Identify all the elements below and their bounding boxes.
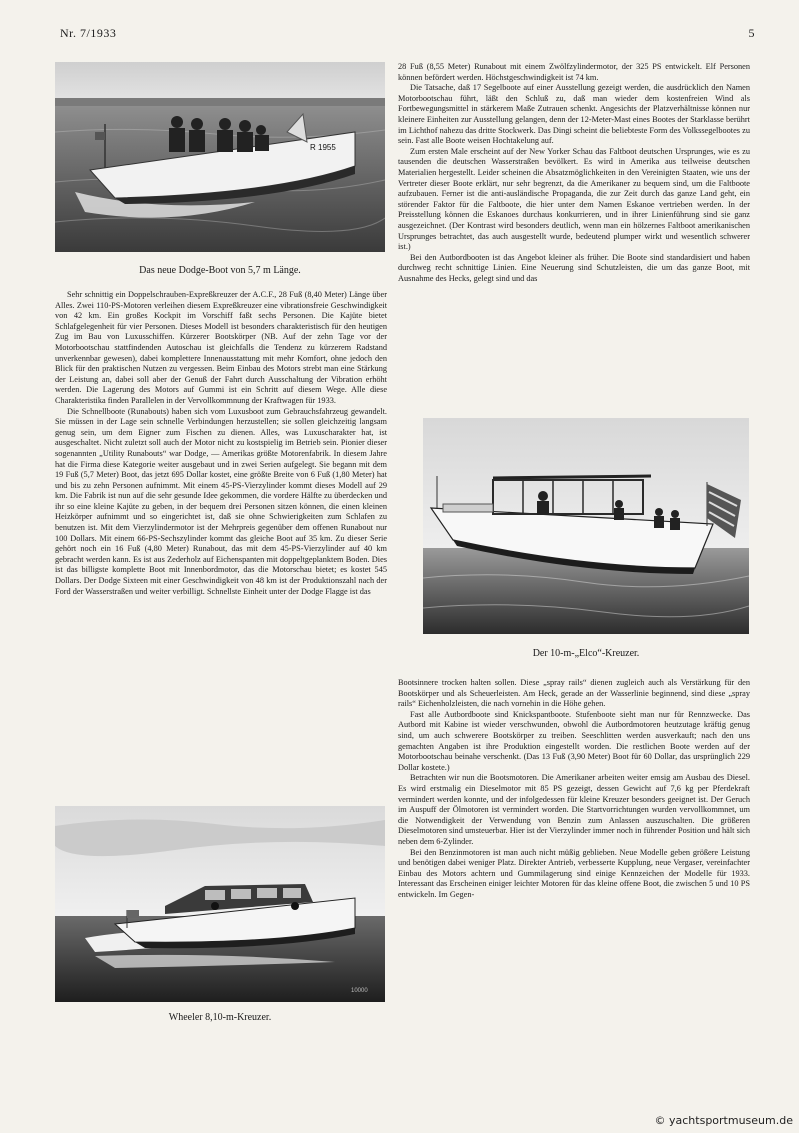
- paragraph: Fast alle Autbordboote sind Knickspantboote. Stufenboote sieht man nur für Rennzwecke. Das Autbord mit Kabine ist wieder verschwunden, obwohl die Autbordmotoren heutzutage kräftig genug sind, um auch schwerere Bootskörper zu treiben. Seeschlitten werden ausverkauft; nach den uns gemachten Angaben ist ihre Produktion eingestellt worden. Die restlichen Boote werden auf der Motorbootschau beinahe verschenkt. (Das 13 Fuß (3,90 Meter) Boot für 60 Dollar, das ursprünglich 229 Dollar kostete.): [398, 709, 750, 772]
- paragraph: 28 Fuß (8,55 Meter) Runabout mit einem Zwölfzylindermotor, der 325 PS entwickelt. Elf Personen können befördert werden. Höchstgeschwindigkeit ist 74 km.: [398, 62, 750, 82]
- photo-dodge-boat: [55, 62, 385, 252]
- boat-registration: R 1955: [310, 143, 336, 152]
- watermark: © yachtsportmuseum.de: [654, 1114, 793, 1127]
- caption-elco: Der 10-m-„Elco“-Kreuzer.: [532, 648, 640, 659]
- right-column-top-text: [398, 62, 750, 406]
- paragraph: Zum ersten Male erscheint auf der New Yorker Schau das Faltboot deutschen Ursprunges, wie es zu tausenden die deutschen Wasserstraßen bevölkert. Es wird in Amerika aus teilweise deutschen Materialien hergestellt. Leider scheinen die Absatzmöglichkeiten in den Vereinigten Staaten, wie uns der Vertreter dieser Boote erklärt, nur sehr begrenzt, da die Amerikaner zu bequem sind, um die Faltboote aufzubauen. Ferner ist die anti-ausländische Propaganda, die zur Zeit durch das ganze Land geht, ein störender Faktor für die Faltboote, die hier unter dem Namen Eskanoe vertrieben werden. In der Preisstellung können die Eskanoes durchaus konkurrieren, und in ihrer Linienführung sind sie ganz ausgezeichnet. (Der Kontrast wird besonders deutlich, wenn man ein hölzernes Faltboot amerikanischen Ursprunges betrachtet, das auch ausgestellt wurde, bedeutend plumper wirkt und wesentlich schwerer ist.): [398, 146, 750, 252]
- paragraph: Betrachten wir nun die Bootsmotoren. Die Amerikaner arbeiten weiter emsig am Ausbau des Diesel. Es wird erstmalig ein Dieselmotor mit 85 PS gezeigt, dessen Gewicht auf 7,6 kg per Pferdekraft vermindert werden konnte, und der infolgedessen für kleine Kreuzer besonders geeignet ist. Der Geruch im Auspuff der Ölmotoren ist vermindert worden. Die Startvorrichtungen wurden vervollkommnet, um die Notwendigkeit der Verwendung von Benzin zum Anlassen auszuschalten. Die größeren Dieselmotoren sind umsteuerbar. Hier ist der Vierzylinder immer noch in führender Position und hält sich neben dem 6-Zylinder.: [398, 773, 750, 846]
- photo-wheeler-cruiser: [55, 806, 385, 1002]
- left-column-text: [55, 290, 387, 798]
- paragraph: Bei den Benzinmotoren ist man auch nicht müßig geblieben. Neue Modelle geben größere Leistung und benötigen dabei weniger Platz. Direkter Antrieb, verbesserte Kupplung, neue Vergaser, vereinfachter Einbau des Motors achtern und Gummilagerung sind einige Kennzeichen der Modelle für 1933. Interessant das Erscheinen einiger leichter Motoren für das kleine offene Boot, die zwischen 5 und 10 PS entwickeln. Im Gegen-: [398, 847, 750, 899]
- paragraph: Sehr schnittig ein Doppelschrauben-Expreßkreuzer der A.C.F., 28 Fuß (8,40 Meter) Länge über Alles. Zwei 110-PS-Motoren verleihen diesem Expreßkreuzer eine vibrationsfreie Geschwindigkeit von 42 km. Ein großes Kockpit im Vorschiff faßt sechs Personen. Die Kajüte bietet Schlafgelegenheit für vier Personen. Dieses Modell ist besonders charakteristisch für den heutigen Zug im Bau von Luxusschiffen. Kürzerer Bootskörper (NB. Auf der zehn Tage vor der Motorbootschau stattfindenden Autoschau ist gleichfalls die Tendenz zu kürzerem Radstand unverkennbar gewesen), dabei komplettere Innenausstattung mit mehr Komfort, ohne jedoch den Blick für den praktischen Nutzen zu vergessen. Beim Einbau des Motors strebt man eine Stärkung der Leistung an, dabei soll aber der Genuß der Fahrt durch Ausschaltung der Vibration erhöht werden. Die Lagerung des Motors auf Gummi ist ein Schritt auf diesem Wege. Alle diese Charakteristika finden Parallelen in der Vervollkommnung der Kraftwagen für 1933.: [55, 290, 387, 405]
- paragraph: Die Schnellboote (Runabouts) haben sich vom Luxusboot zum Gebrauchsfahrzeug gewandelt. Sie müssen in der Lage sein schnelle Verbindungen herzustellen; sie sollen gleichzeitig langsam genug sein, um dem Eigner zum Fischen zu dienen. Alles, was Luxuscharakter hat, ist ausgeschaltet. Nicht zuletzt soll auch der Motor nicht zu kostspielig im Betrieb sein. Pionier dieser sogenannten „Utility Runabouts“ war Dodge, — Amerikas größte Motorenfabrik. In diesem Jahre hat die Firma diese Kategorie weiter ausgebaut und in zwei Serien aufgelegt. Sie begann mit dem 19 Fuß (5,7 Meter) Boot, das jetzt 695 Dollar kostet, eine größte Breite von 6 Fuß (1,80 Meter) hat und bis zu zehn Personen aufnimmt. Mit einem 45-PS-Vierzylinder kommt dieses Modell auf 29 km. Die Fabrik ist nun auf die sehr gesunde Idee gekommen, die vordere Hälfte zu überdecken und ihr so eine kleine Kajüte zu geben, in der bequem drei Personen sitzen können, die einen kleinen Heizkörper aufnimmt und so eingerichtet ist, daß sie ohne Schwierigkeiten zum Schlafen zu benutzen ist. Mit dem Vierzylindermotor ist der Mehrpreis gegenüber dem offenen Runabout nur 100 Dollars. Mit einem 66-PS-Sechszylinder kommt das gleiche Boot auf 35 km. Zu dieser Serie gehört noch ein 16 Fuß (4,80 Meter) Runabout, das mit dem 45-PS-Vierzylinder auf 40 km gebracht werden kann. Es ist aus Zederholz auf Eichenspanten mit doppeltgeplanktem Boden. Dies ist das billigste komplette Boot mit Innenbordmotor, das die Motorschau bietet; es kostet 545 Dollars. Der Dodge Sixteen mit einer Geschwindigkeit von 48 km ist der Produktionszahl nach der Ford der Wasserstraßen und weiter verbilligt. Schnellste Einheit unter der Dodge Flagge ist das: [55, 406, 387, 596]
- photo-elco-cruiser: [423, 418, 749, 634]
- paragraph: Die Tatsache, daß 17 Segelboote auf einer Ausstellung gezeigt werden, die ausdrücklich den Namen Motorbootschau führt, läßt den Schluß zu, daß man wieder dem kostenfreien Wind als Fortbewegungsmittel in stärkerem Maße Zutrauen schenkt. Angesichts der Platzverhältnisse können nur kleinere Einheiten zur Ausstellung gelangen, denn der 12-Meter-Mast eines Bootes der Starklasse berührt im Lichthof nahezu das dritte Stockwerk. Das Dingi scheint die beliebteste Form des Volkssegelbootes zu sein. Fast alle Boote weisen Hochtakelung auf.: [398, 83, 750, 146]
- caption-dodge: Das neue Dodge-Boot von 5,7 m Länge.: [139, 265, 301, 276]
- issue-number: Nr. 7/1933: [60, 26, 117, 40]
- paragraph: Bei den Autbordbooten ist das Angebot kleiner als früher. Die Boote sind standardisiert und haben durchweg recht schnittige Linien. Eine Neuerung sind Schutzleisten, die um das ganze Boot, mit Ausnahme des Hecks, gelegt sind und das: [398, 252, 750, 283]
- caption-wheeler: Wheeler 8,10-m-Kreuzer.: [168, 1012, 272, 1023]
- paragraph: Bootsinnere trocken halten sollen. Diese „spray rails“ dienen zugleich auch als Verstärkung für den Bootskörper und als Scheuerleisten. Am Heck, gerade an der Wasserlinie beginnend, sind diese „spray rails“ Eichenholzleisten, die nach vornehin in die Höhe gehen.: [398, 678, 750, 709]
- photo-mark: 10000: [351, 988, 368, 994]
- page-number: 5: [748, 26, 755, 40]
- right-column-bottom-text: [398, 678, 750, 1060]
